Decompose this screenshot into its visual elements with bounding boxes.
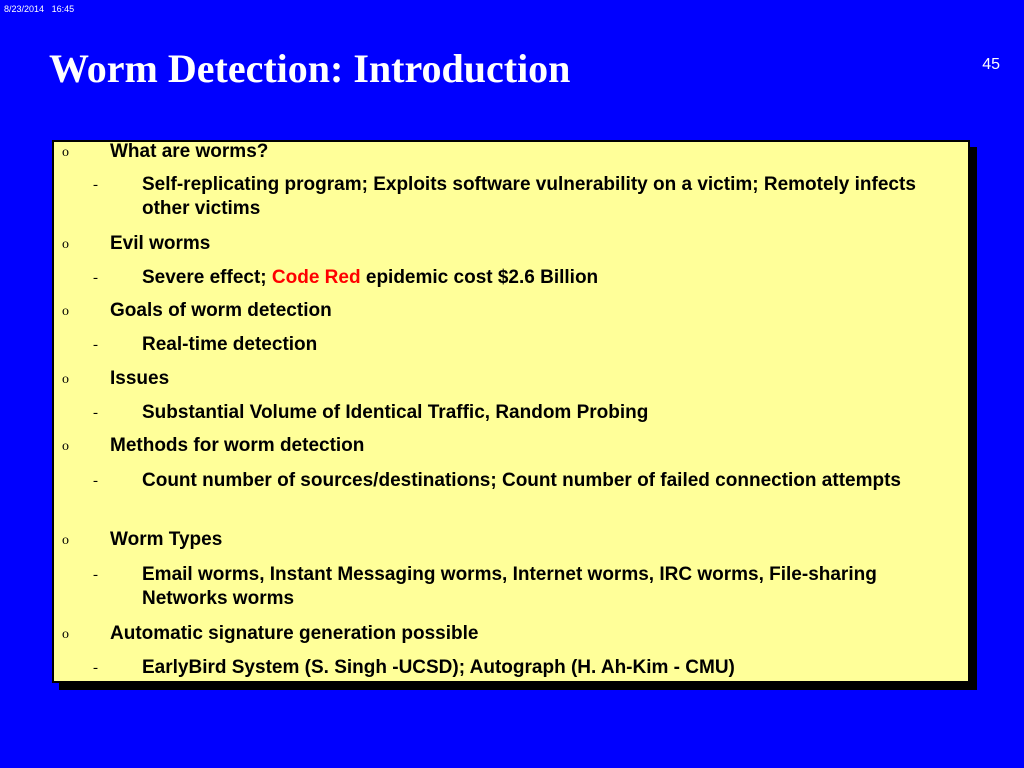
list-item-what-are-worms [62,140,950,164]
item-text: Real-time detection [142,334,318,355]
item-text: What are worms? [110,141,269,162]
list-item-worm-types [62,528,950,552]
date-time-stamp [4,4,74,14]
bullet-dash-icon: - [93,337,98,353]
slide-number: 45 [982,56,1000,73]
item-text: EarlyBird System (S. Singh -UCSD); Autograph (H. Ah-Kim - CMU) [142,657,735,678]
list-subitem-count-sources [93,469,962,493]
date-text: 8/23/2014 [4,4,45,14]
bullet-dash-icon: - [93,405,98,421]
item-text: Self-replicating program; Exploits software vulnerability on a victim; Remotely infects other victims [142,174,916,219]
item-text-after: epidemic cost $2.6 Billion [360,267,599,288]
time-text: 16:45 [51,4,75,14]
item-text: Methods for worm detection [110,435,365,456]
list-subitem-real-time [93,333,962,357]
bullet-circle-icon: o [62,533,69,548]
list-subitem-traffic [93,401,962,425]
bullet-circle-icon: o [62,372,69,387]
list-item-signature-generation [62,622,950,646]
list-item-issues [62,367,950,391]
bullet-circle-icon: o [62,237,69,252]
bullet-dash-icon: - [93,177,98,193]
list-item-goals [62,299,950,323]
list-subitem-worm-type-list [93,563,962,611]
bullet-circle-icon: o [62,627,69,642]
item-text: Automatic signature generation possible [110,623,479,644]
bullet-circle-icon: o [62,145,69,160]
item-text: Email worms, Instant Messaging worms, Internet worms, IRC worms, File-sharing Networks worms [142,564,877,609]
item-text: Issues [110,368,170,389]
bullet-dash-icon: - [93,270,98,286]
content-box [52,140,970,683]
bullet-circle-icon: o [62,304,69,319]
item-text-before: Severe effect; [142,267,272,288]
list-subitem-severe-effect [93,266,962,290]
bullet-dash-icon: - [93,567,98,583]
list-subitem-worm-definition [93,173,962,221]
item-text: Substantial Volume of Identical Traffic, Random Probing [142,402,649,423]
bullet-dash-icon: - [93,473,98,489]
item-text: Count number of sources/destinations; Count number of failed connection attempts [142,470,901,491]
bullet-circle-icon: o [62,439,69,454]
item-text: Goals of worm detection [110,300,332,321]
list-subitem-earlybird-autograph [93,656,962,680]
list-item-methods [62,434,950,458]
slide-title: Worm Detection: Introduction [49,46,571,91]
item-text: Worm Types [110,529,223,550]
code-red-highlight: Code Red [271,267,361,288]
item-text: Evil worms [110,233,211,254]
bullet-dash-icon: - [93,660,98,676]
list-item-evil-worms [62,232,950,256]
